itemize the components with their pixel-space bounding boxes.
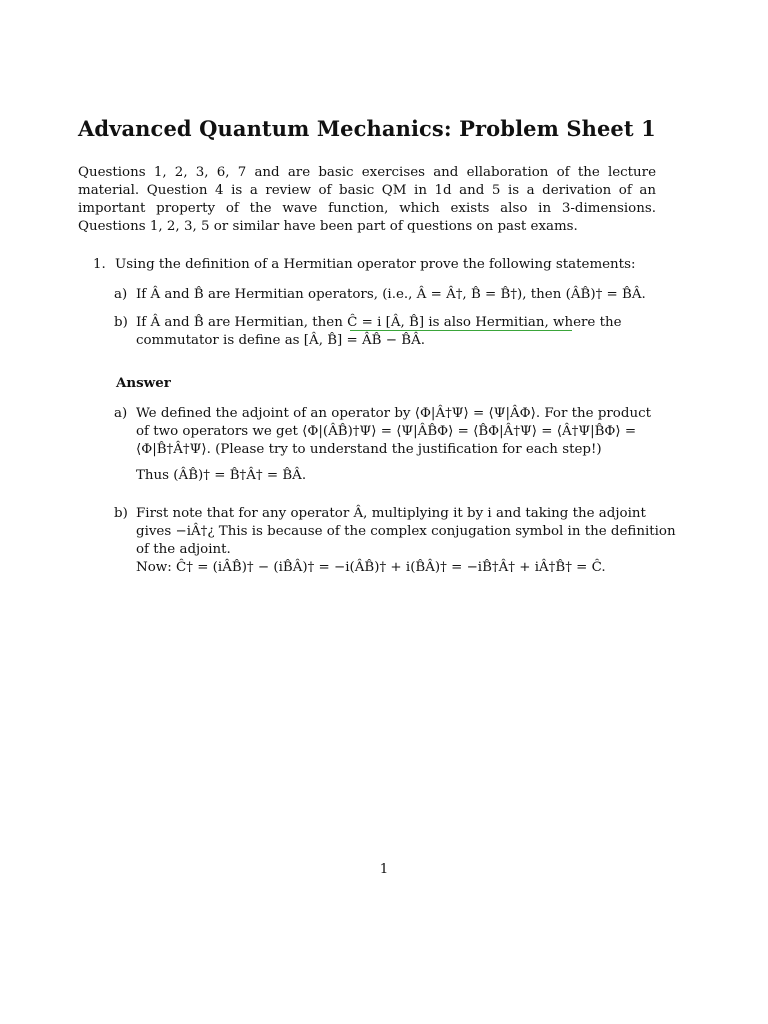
item-label: a) xyxy=(114,406,128,421)
item-line: gives −iÂ†¿ This is because of the complex conjugation symbol in the definition xyxy=(136,524,676,539)
item-line: If Â and B̂ are Hermitian operators, (i.e., Â = Â†, B̂ = B̂†), then (ÂB̂)† = B̂Â. xyxy=(136,287,646,302)
question-number: 1. xyxy=(93,257,106,272)
item-line: First note that for any operator Â, multiplying it by i and taking the adjoint xyxy=(136,506,646,521)
answer-heading: Answer xyxy=(116,375,171,391)
item-line: Now: Ĉ† = (iÂB̂)† − (iB̂Â)† = −i(ÂB̂)† + i(B̂Â)† = −iB̂†Â† + iÂ†B̂† = Ĉ. xyxy=(136,560,606,575)
question-text: Using the definition of a Hermitian operator prove the following statements: xyxy=(115,257,636,272)
item-line: If Â and B̂ are Hermitian, then Ĉ = i [Â, B̂] is also Hermitian, where the xyxy=(136,315,622,330)
item-text xyxy=(136,314,656,350)
item-line: Thus (ÂB̂)† = B̂†Â† = B̂Â. xyxy=(136,468,307,483)
intro-paragraph: Questions 1, 2, 3, 6, 7 and are basic exercises and ellaboration of the lecture material. Question 4 is a review of basic QM in 1d and 5 is a derivation of an important property of the wave function, which exists also in 3-dimensions. Questions 1, 2, 3, 5 or similar have been part of questions on past exams. xyxy=(78,165,656,234)
item-line: of two operators we get ⟨Φ|(ÂB̂)†Ψ⟩ = ⟨Ψ|ÂB̂Φ⟩ = ⟨B̂Φ|Â†Ψ⟩ = ⟨Â†Ψ|B̂Φ⟩ = xyxy=(136,424,637,439)
question-1 xyxy=(93,256,658,274)
item-text xyxy=(136,405,656,485)
item-line: We defined the adjoint of an operator by ⟨Φ|Â†Ψ⟩ = ⟨Ψ|ÂΦ⟩. For the product xyxy=(136,406,651,421)
item-text xyxy=(136,505,676,577)
annotation-underline xyxy=(350,330,572,331)
item-text xyxy=(136,286,656,304)
page-number: 1 xyxy=(379,862,389,877)
item-line: of the adjoint. xyxy=(136,542,231,557)
item-line: commutator is define as [Â, B̂] = ÂB̂ − B̂Â. xyxy=(136,333,426,348)
page-title: Advanced Quantum Mechanics: Problem Sheet 1 xyxy=(78,116,656,141)
item-label: a) xyxy=(114,287,128,302)
item-line: ⟨Φ|B̂†Â†Ψ⟩. (Please try to understand the justification for each step!) xyxy=(136,442,602,457)
item-label: b) xyxy=(114,506,128,521)
item-label: b) xyxy=(114,315,128,330)
